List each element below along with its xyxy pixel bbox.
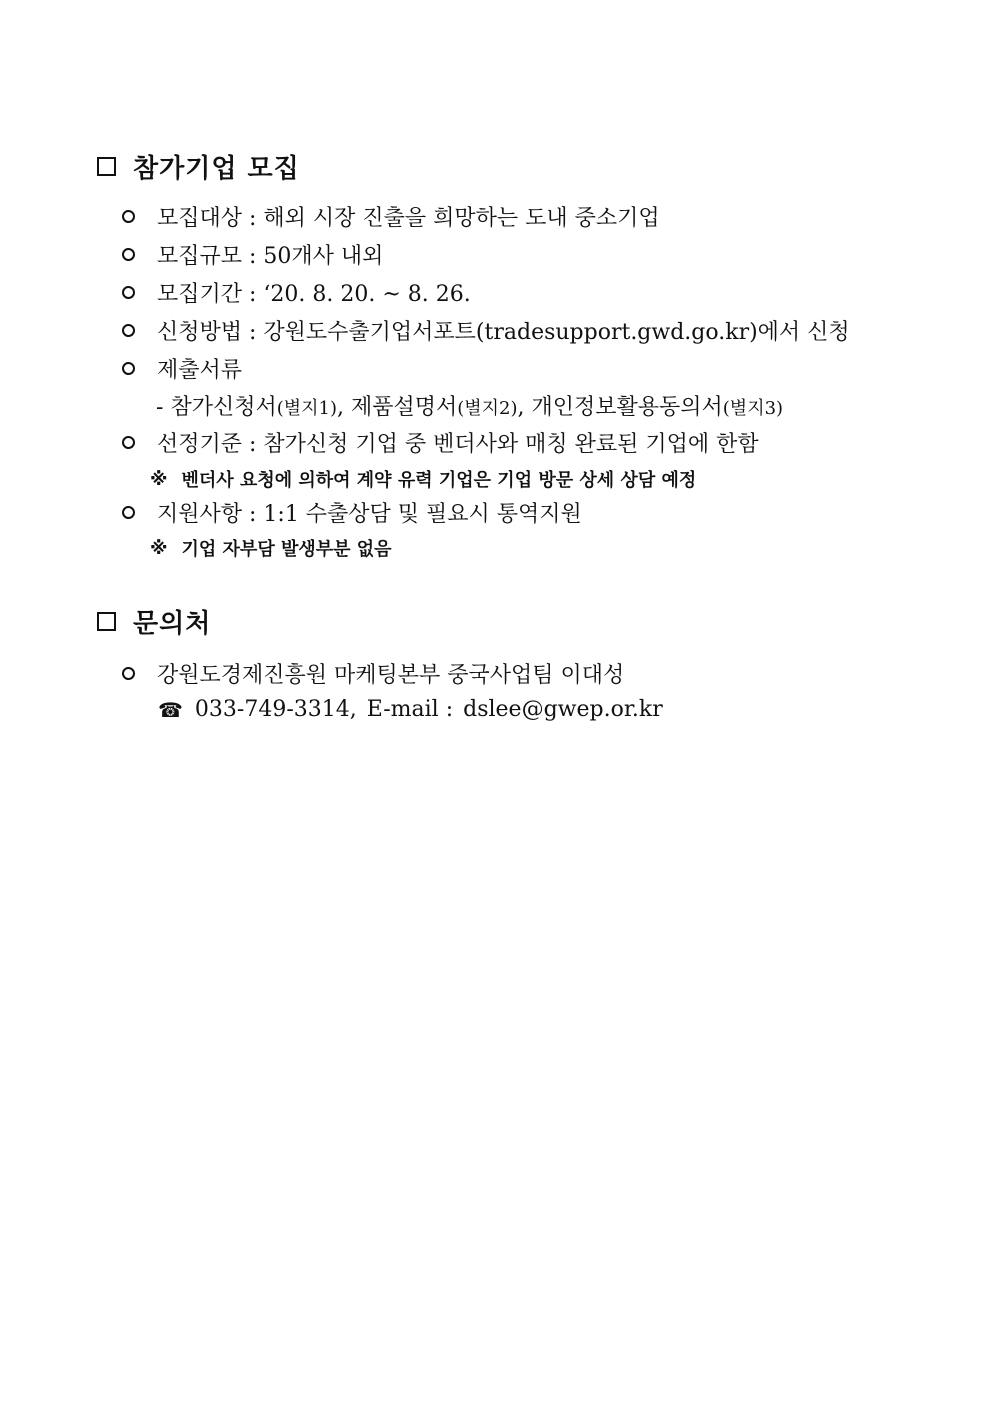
checkbox-icon	[97, 157, 116, 176]
list-item-period	[122, 277, 471, 308]
list-item-text: 모집기간 : ‘20. 8. 20. ~ 8. 26.	[157, 282, 471, 307]
list-item-target	[122, 201, 660, 232]
list-item-text: 모집규모 : 50개사 내외	[157, 244, 384, 269]
criteria-note-text: 벤더사 요청에 의하여 계약 유력 기업은 기업 방문 상세 상담 예정	[181, 470, 697, 491]
list-item-method	[122, 315, 850, 346]
list-item-criteria	[122, 427, 759, 458]
circle-bullet-icon	[122, 210, 135, 223]
document-application: 참가신청서	[170, 395, 277, 420]
circle-bullet-icon	[122, 324, 135, 337]
list-item-support	[122, 497, 582, 528]
contact-email: dslee@gwep.or.kr	[463, 697, 663, 722]
support-note	[150, 535, 392, 561]
contact-org-text: 강원도경제진흥원 마케팅본부 중국사업팀 이대성	[157, 663, 625, 688]
reference-mark-icon: ※	[150, 537, 168, 559]
circle-bullet-icon	[122, 248, 135, 261]
list-item-contact-org	[122, 658, 624, 689]
phone-icon: ☎	[158, 697, 183, 722]
documents-prefix: -	[156, 395, 171, 420]
circle-bullet-icon	[122, 436, 135, 449]
contact-details	[158, 697, 663, 722]
list-item-documents	[122, 353, 242, 384]
section-title-contact	[97, 603, 211, 640]
reference-mark-icon: ※	[150, 468, 168, 490]
section-title-recruit	[97, 148, 300, 185]
support-note-text: 기업 자부담 발생부분 없음	[181, 539, 392, 560]
section-title-contact-text: 문의처	[133, 609, 212, 639]
list-item-text: 선정기준 : 참가신청 기업 중 벤더사와 매칭 완료된 기업에 한함	[157, 432, 759, 457]
document-annex-3: (별지3)	[722, 398, 784, 419]
list-item-text: 제출서류	[157, 358, 243, 383]
list-item-scale	[122, 239, 383, 270]
document-annex-2: (별지2)	[457, 398, 518, 419]
documents-list	[156, 390, 783, 421]
circle-bullet-icon	[122, 667, 135, 680]
circle-bullet-icon	[122, 506, 135, 519]
section-title-recruit-text: 참가기업 모집	[133, 154, 300, 184]
circle-bullet-icon	[122, 286, 135, 299]
list-item-text: 신청방법 : 강원도수출기업서포트(tradesupport.gwd.go.kr)에서 신청	[157, 320, 850, 345]
list-item-text: 모집대상 : 해외 시장 진출을 희망하는 도내 중소기업	[157, 206, 660, 231]
list-item-text: 지원사항 : 1:1 수출상담 및 필요시 통역지원	[157, 502, 582, 527]
circle-bullet-icon	[122, 362, 135, 375]
contact-email-label: E-mail :	[366, 697, 454, 722]
document-product-description: , 제품설명서	[336, 395, 458, 420]
criteria-note	[150, 466, 696, 492]
contact-phone: 033-749-3314,	[194, 697, 357, 722]
document-annex-1: (별지1)	[276, 398, 337, 419]
checkbox-icon	[97, 612, 116, 631]
document-privacy-consent: , 개인정보활용동의서	[517, 395, 723, 420]
